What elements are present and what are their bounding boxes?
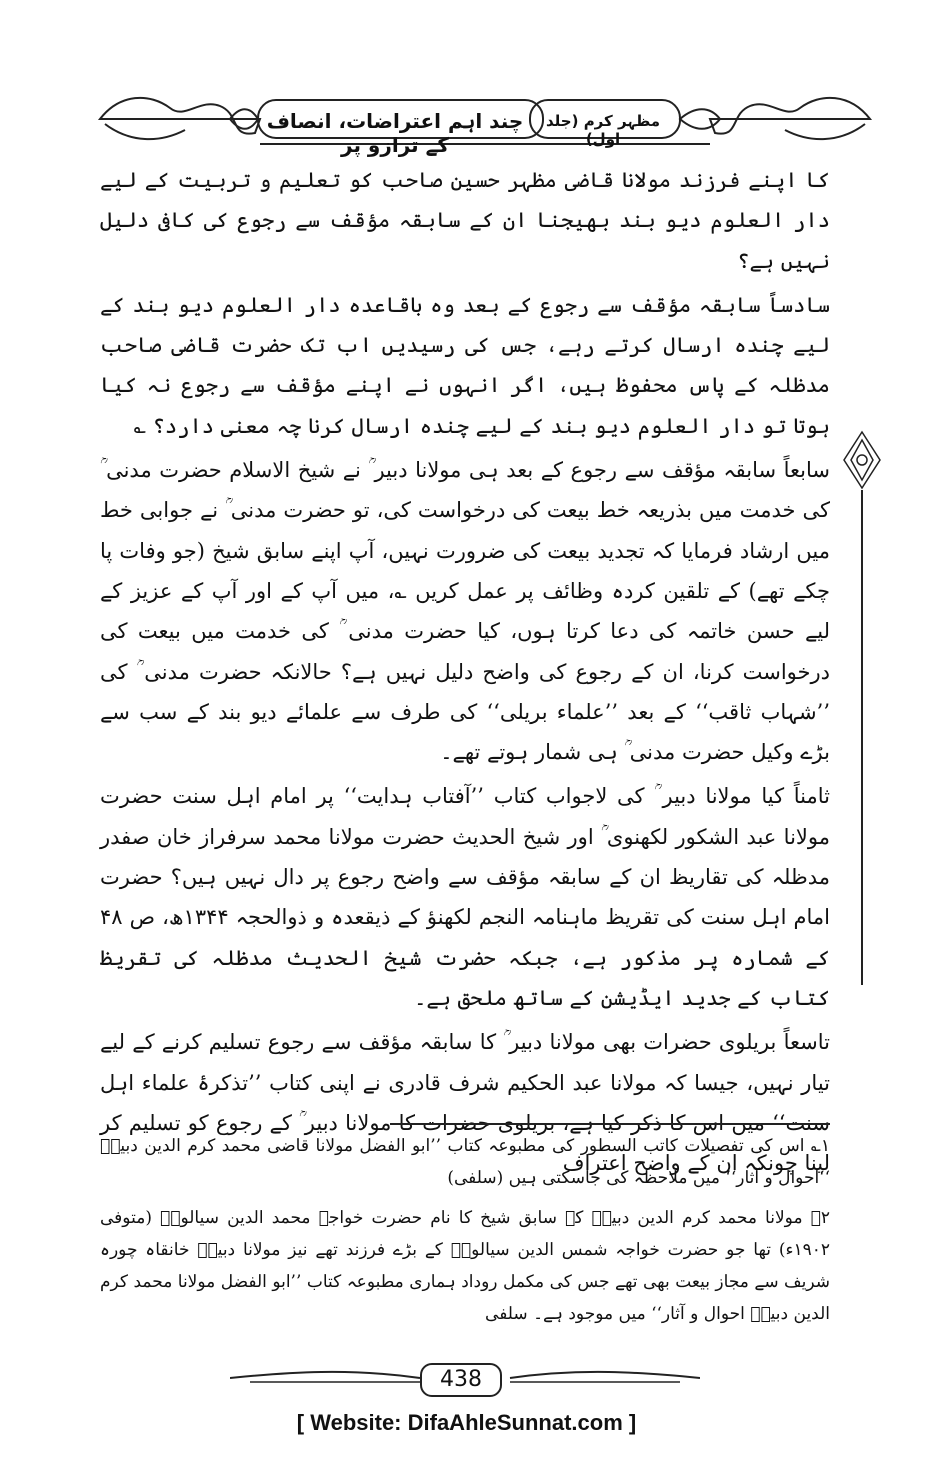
footnote: ۲؎ مولانا محمد کرم الدین دبیرؒ کے سابق شیخ کا نام حضرت خواجہ محمد الدین سیالویؒ (متوفی ۱۹۰۲ء) تھا جو حضرت خواجہ شمس الدین سیالویؒ کے بڑے فرزند تھے نیز مولانا دبیرؒ خانقاہ چورہ شریف سے مجاز بیعت بھی تھے جس کی مکمل روداد ہماری مطبوعہ کتاب ’’ابو الفضل مولانا محمد کرم الدین دبیرؒ احوال و آثار‘‘ میں موجود ہے۔ سلفی <box>100 1208 830 1324</box>
chapter-title: چند اہم اعتراضات، انصاف کے ترازو پر <box>266 109 524 157</box>
body-text <box>100 160 830 1187</box>
paragraph: تاسعاً بریلوی حضرات بھی مولانا دبیر ؒ کا سابقہ مؤقف سے رجوع تسلیم کرنے کے لیے تیار نہیں، جیسا کہ مولانا عبد الحکیم شرف قادری نے اپنی کتاب ’’تذکرۂ علماء اہل سنت‘‘ میں اس کا ذکر کیا ہے، بریلوی حضرات کا مولانا دبیر ؒ کے رجوع کو تسلیم کر لینا چونکہ ان کے واضح اعتراف <box>100 1030 830 1176</box>
website-footer: [ Website: DifaAhleSunnat.com ] <box>296 1410 637 1435</box>
side-ornament <box>842 430 882 990</box>
footnote-divider <box>390 1123 830 1125</box>
footnotes <box>100 1130 830 1338</box>
page-number: 438 <box>420 1363 502 1397</box>
book-title: مظہر کرم (جلد اول) <box>546 112 660 148</box>
footnote: ۱؎ اس کی تفصیلات کاتب السطور کی مطبوعہ کتاب ’’ابو الفضل مولانا قاضی محمد کرم الدین دبیرؒ ‘‘احوال و آثار‘‘ میں ملاحظہ کی جاسکتی ہیں (سلفی) <box>100 1136 830 1188</box>
paragraph: ثامناً کیا مولانا دبیر ؒ کی لاجواب کتاب ’’آفتاب ہدایت‘‘ پر امام اہل سنت حضرت مولانا عبد الشکور لکھنوی ؒ اور شیخ الحدیث حضرت مولانا محمد سرفراز خان صفدر مدظلہ کی تقاریظ ان کے سابقہ مؤقف سے واضح رجوع پر دال نہیں ہیں؟ حضرت امام اہل سنت کی تقریظ ماہنامہ النجم لکھنؤ کے ذیقعدہ و ذوالحجہ ۱۳۴۴ھ، ص ۴۸ کے شمارہ پر مذکور ہے، جبکہ حضرت شیخ الحدیث مدظلہ کی تقریظ کتاب کے جدید ایڈیشن کے ساتھ ملحق ہے۔ <box>100 784 830 1010</box>
paragraph: سابعاً سابقہ مؤقف سے رجوع کے بعد ہی مولانا دبیر ؒ نے شیخ الاسلام حضرت مدنی ؒ کی خدمت میں بذریعہ خط بیعت کی درخواست کی، تو حضرت مدنی ؒ نے جوابی خط میں ارشاد فرمایا کہ تجدید بیعت کی ضرورت نہیں، آپ اپنے سابق شیخ (جو وفات پا چکے تھے) کے تلقین کردہ وظائف پر عمل کریں ؎، میں آپ کے اور آپ کے عزیز کے لیے حسن خاتمہ کی دعا کرتا ہوں، کیا حضرت مدنی ؒ کی خدمت میں بیعت کی درخواست کرنا، ان کے رجوع کی واضح دلیل نہیں ہے؟ حالانکہ حضرت مدنی ؒ کی ’’شہاب ثاقب‘‘ کے بعد ’’علماء بریلی‘‘ کی طرف سے علمائے دیو بند کے سب سے بڑے وکیل حضرت مدنی ؒ ہی شمار ہوتے تھے۔ <box>100 458 830 765</box>
paragraph: کا اپنے فرزند مولانا قاضی مظہر حسین صاحب کو تعلیم و تربیت کے لیے دار العلوم دیو بند بھیجنا ان کے سابقہ مؤقف سے رجوع کی کافی دلیل نہیں ہے؟ <box>100 168 830 273</box>
paragraph: سادساً سابقہ مؤقف سے رجوع کے بعد وہ باقاعدہ دار العلوم دیو بند کے لیے چندہ ارسال کرتے رہے، جس کی رسیدیں اب تک حضرت قاضی صاحب مدظلہ کے پاس محفوظ ہیں، اگر انہوں نے اپنے مؤقف سے رجوع نہ کیا ہوتا تو دار العلوم دیو بند کے لیے چندہ ارسال کرنا چہ معنی دارد؟ ؎ <box>100 292 830 438</box>
page-header <box>90 88 880 157</box>
